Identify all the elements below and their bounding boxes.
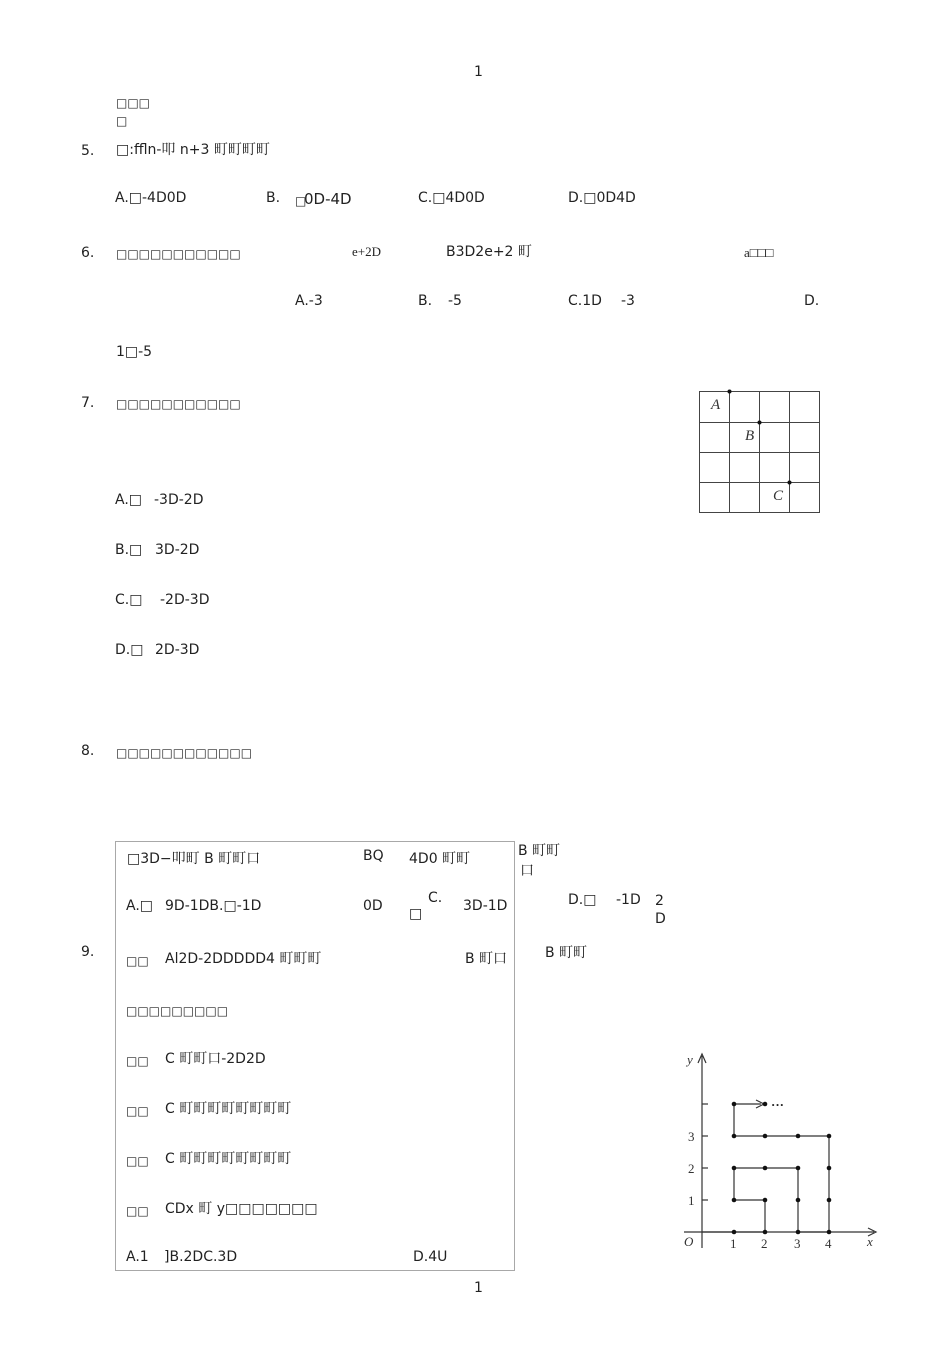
q6-stem: □□□□□□□□□□□ (116, 247, 241, 261)
q6-number: 6. (81, 245, 95, 261)
q6-expr-a: a□□□ (744, 245, 774, 260)
q9-line4-prefix: □□ (126, 1104, 149, 1118)
grid-label-a: A (711, 397, 721, 413)
page-number-top: 1 (474, 64, 483, 80)
plot-ellipsis: ··· (771, 1097, 785, 1112)
q9-line3-prefix: □□ (126, 1054, 149, 1068)
q7-option-c: -2D-3D (160, 592, 210, 608)
q8-option-d-frac-top: 2 (655, 893, 664, 909)
q6-option-d: D. (804, 293, 820, 309)
q6-option-b: -5 (448, 293, 462, 309)
q8-row1-c: 4D0 町町 (409, 851, 471, 867)
q9-line1-c: B 町口 (465, 951, 508, 967)
q6-option-b-label: B. (418, 293, 433, 309)
q8-row1-b: BQ (363, 848, 384, 864)
grid-point-a (728, 390, 732, 394)
q6-expr-b: B3D2e+2 町 (446, 244, 532, 260)
q6-expr-e: e+2D (352, 244, 381, 259)
q7-grid-figure (697, 388, 823, 516)
pre-line-2: □ (116, 114, 128, 128)
q9-option-a: A.1 (126, 1249, 149, 1265)
q5-option-b-text: 0D-4D (304, 190, 352, 208)
q8-option-b-tail: 0D (363, 898, 383, 914)
q5-option-b-box: □ (295, 194, 307, 208)
q8-option-a-label: A.□ (126, 898, 154, 914)
q8-option-c-box: □ (409, 906, 423, 922)
q9-number: 9. (81, 944, 95, 960)
grid-label-b: B (745, 428, 755, 444)
plot-origin: O (684, 1234, 694, 1249)
x-tick-1: 1 (730, 1236, 737, 1251)
q9-option-bc: ]B.2DC.3D (164, 1249, 238, 1265)
y-tick-2: 2 (688, 1161, 695, 1176)
q7-option-a: -3D-2D (154, 492, 204, 508)
q5-option-c: C.□4D0D (418, 190, 485, 206)
q9-line5: C 町町町町町町町町 (165, 1151, 292, 1167)
y-tick-3: 3 (688, 1129, 695, 1144)
x-tick-2: 2 (761, 1236, 768, 1251)
q5-number: 5. (81, 143, 95, 159)
q9-line1-d: B 町町 (545, 945, 588, 961)
grid-point-b (758, 421, 762, 425)
q8-option-c: 3D-1D (463, 898, 508, 914)
q7-option-d: 2D-3D (155, 642, 200, 658)
q8-option-d: -1D (616, 892, 641, 908)
x-tick-4: 4 (825, 1236, 832, 1251)
q8-number: 8. (81, 743, 95, 759)
q9-line3: C 町町口-2D2D (165, 1051, 266, 1067)
q7-option-b: 3D-2D (155, 542, 200, 558)
q6-option-a: A.-3 (295, 293, 323, 309)
q8-stem: □□□□□□□□□□□□ (116, 746, 253, 760)
q9-line6-prefix: □□ (126, 1204, 149, 1218)
q8-option-a-b: 9D-1DB.□-1D (165, 898, 262, 914)
q8-option-c-label: C. (428, 890, 443, 906)
q7-number: 7. (81, 395, 95, 411)
q9-line6: CDx 町 y□□□□□□□ (165, 1201, 318, 1217)
q7-option-a-label: A.□ (115, 492, 143, 508)
plot-x-label: x (867, 1234, 873, 1249)
pre-line-1: □□□ (116, 96, 151, 110)
y-tick-1: 1 (688, 1193, 695, 1208)
q9-line5-prefix: □□ (126, 1154, 149, 1168)
q7-stem: □□□□□□□□□□□ (116, 397, 241, 411)
q8-option-d-frac-bottom: D (655, 911, 666, 927)
q6-option-c: -3 (621, 293, 635, 309)
q6-option-d-value: 1□-5 (116, 344, 153, 360)
grid-point-c (788, 481, 792, 485)
lattice-path-figure (678, 1048, 884, 1254)
q6-option-c-label: C.1D (568, 293, 602, 309)
q9-line4: C 町町町町町町町町 (165, 1101, 292, 1117)
q5-stem: □:ffln-叩 n+3 町町町町 (116, 142, 270, 158)
q5-option-b-label: B. (266, 190, 281, 206)
q8-option-d-label: D.□ (568, 892, 597, 908)
q8-row1-d2: 口 (520, 863, 534, 879)
x-tick-3: 3 (794, 1236, 801, 1251)
plot-y-label: y (687, 1052, 693, 1067)
q9-line1: Al2D-2DDDDD4 町町町 (165, 951, 322, 967)
q7-option-d-label: D.□ (115, 642, 144, 658)
q9-line2: □□□□□□□□□ (126, 1004, 229, 1018)
q7-option-b-label: B.□ (115, 542, 143, 558)
q5-option-d: D.□0D4D (568, 190, 636, 206)
page-number-bottom: 1 (474, 1280, 483, 1296)
q9-line1-prefix: □□ (126, 954, 149, 968)
q8-row1-d1: B 町町 (518, 843, 561, 859)
q8-row1-a: □3D−叩町 B 町町口 (127, 851, 261, 867)
q9-option-d: D.4U (413, 1249, 448, 1265)
grid-label-c: C (773, 488, 784, 504)
q5-option-a: A.□-4D0D (115, 190, 187, 206)
q7-option-c-label: C.□ (115, 592, 143, 608)
